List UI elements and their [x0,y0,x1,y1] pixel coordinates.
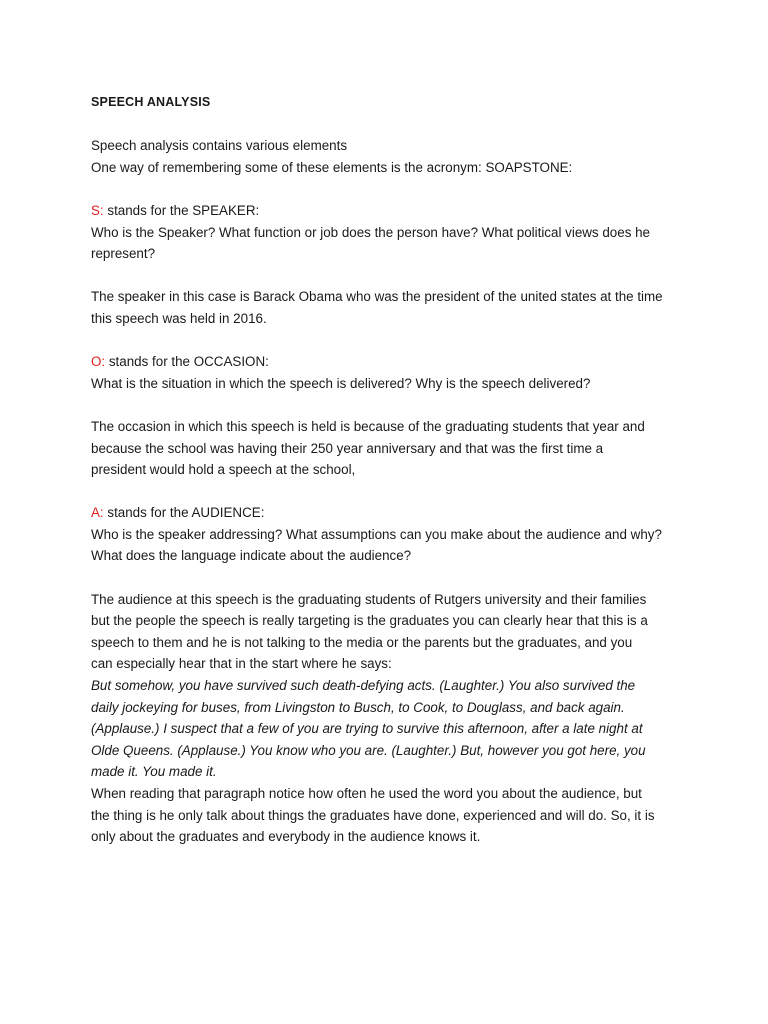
answer-line: The speaker in this case is Barack Obama who was the president of the united states at the time [91,289,663,305]
section-heading-speaker [91,200,691,222]
spacer [91,567,691,589]
spacer [91,114,691,136]
question-line: Who is the speaker addressing? What assumptions can you make about the audience and why? [91,526,662,542]
answer-line: president would hold a speech at the school, [91,462,356,478]
answer-line: The occasion in which this speech is held is because of the graduating students that year and [91,418,645,434]
section-label: stands for the SPEAKER: [103,202,260,218]
spacer [91,330,691,352]
answer-line: this speech was held in 2016. [91,310,267,326]
section-letter: S: [91,202,104,218]
question-line: What is the situation in which the speech is delivered? Why is the speech delivered? [91,375,591,391]
document-title: SPEECH ANALYSIS [91,95,211,109]
spacer [91,265,691,287]
section-heading-audience [91,502,691,524]
question-line: What does the language indicate about the audience? [91,548,412,564]
question-line: represent? [91,246,156,262]
speech-quote-line: But somehow, you have survived such death-defying acts. (Laughter.) You also survived the [91,678,636,694]
spacer [91,394,691,416]
answer-line: The audience at this speech is the graduating students of Rutgers university and their families [91,591,647,607]
conclusion-line: When reading that paragraph notice how often he used the word you about the audience, but [91,786,642,801]
speech-quote-line: made it. You made it. [91,764,217,780]
conclusion-line: only about the graduates and everybody in the audience knows it. [91,829,481,845]
answer-line: but the people the speech is really targeting is the graduates you can clearly hear that this is a [91,613,648,629]
document-body [91,92,691,848]
answer-line: because the school was having their 250 year anniversary and that was the first time a [91,440,604,456]
section-heading-occasion [91,351,691,373]
section-label: stands for the AUDIENCE: [103,505,265,521]
spacer [91,178,691,200]
intro-line: One way of remembering some of these elements is the acronym: SOAPSTONE: [91,159,573,175]
answer-line: can especially hear that in the start where he says: [91,656,392,672]
answer-line: speech to them and he is not talking to the media or the parents but the graduates, and you [91,634,633,650]
speech-quote-line: Olde Queens. (Applause.) You know who you are. (Laughter.) But, however you got here, you [91,742,646,758]
spacer [91,481,691,503]
section-letter: O: [91,354,106,370]
section-letter: A: [91,505,104,521]
speech-quote-line: daily jockeying for buses, from Livingston to Busch, to Cook, to Douglass, and back again. [91,699,625,715]
intro-line: Speech analysis contains various elements [91,138,348,154]
speech-quote-line: (Applause.) I suspect that a few of you are trying to survive this afternoon, after a late night at [91,721,643,737]
question-line: Who is the Speaker? What function or job does the person have? What political views does he [91,224,651,240]
section-label: stands for the OCCASION: [105,354,269,370]
conclusion-line: the thing is he only talk about things the graduates have done, experienced and will do. So, it is [91,807,655,823]
